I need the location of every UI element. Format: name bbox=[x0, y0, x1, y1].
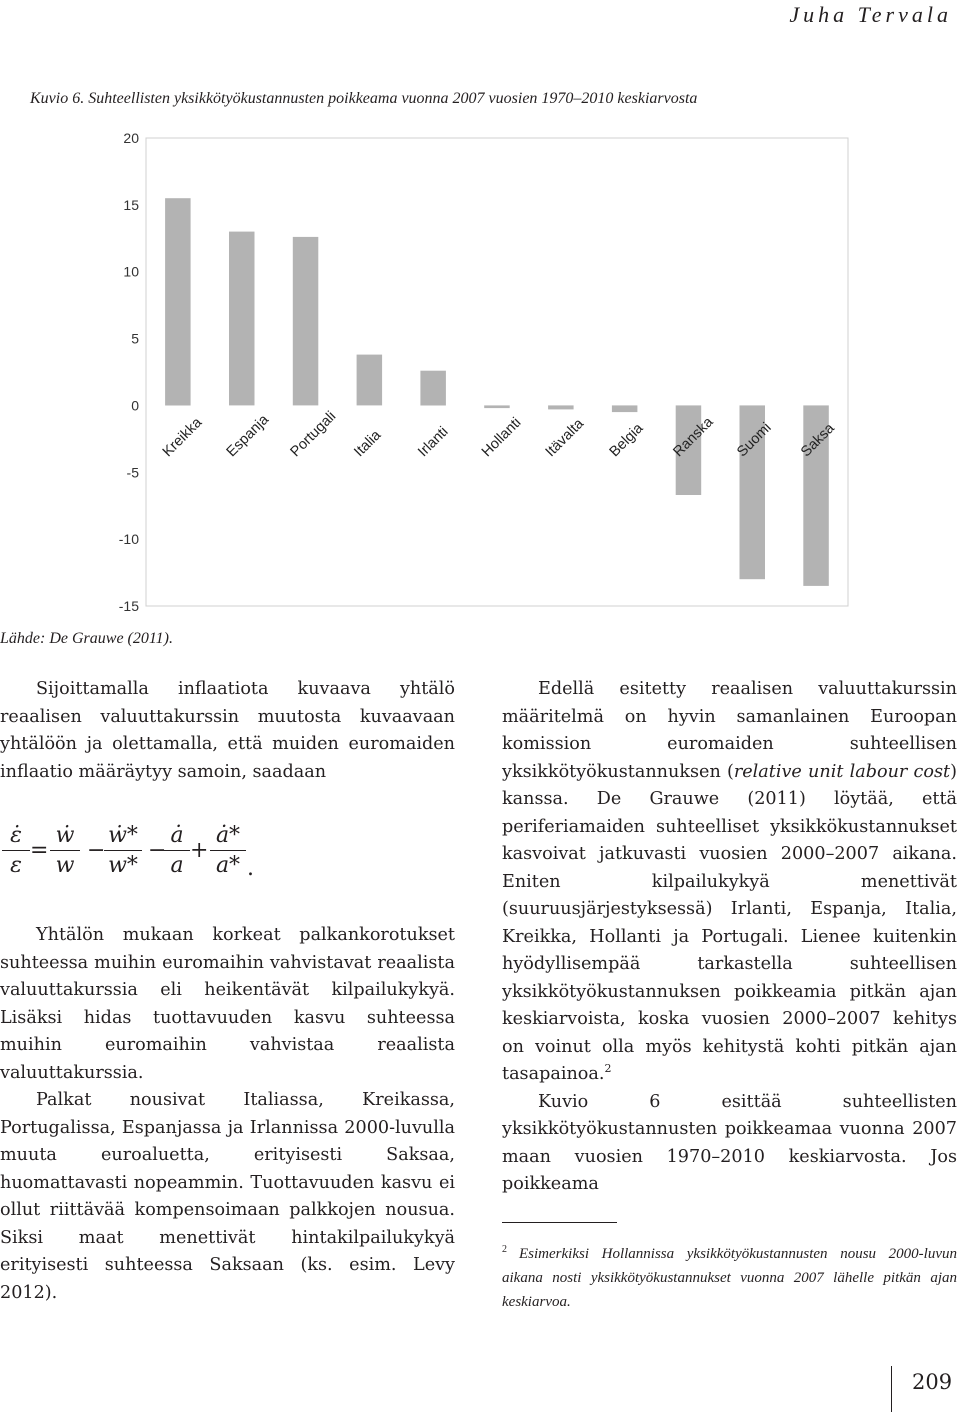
page-number: 209 bbox=[912, 1370, 953, 1394]
bar-espanja bbox=[229, 232, 255, 406]
eq-t3-num: ȧ bbox=[164, 822, 190, 851]
right-p1-emphasis: relative unit labour cost bbox=[733, 761, 951, 782]
bar-hollanti bbox=[484, 405, 510, 408]
eq-minus-2: − bbox=[148, 838, 167, 863]
right-paragraph-1 bbox=[502, 676, 957, 1089]
bar-belgia bbox=[612, 405, 638, 412]
category-label: Itävalta bbox=[542, 415, 588, 461]
eq-t2-den: w* bbox=[108, 853, 138, 878]
eq-term-3 bbox=[164, 822, 190, 881]
eq-term-1 bbox=[50, 822, 80, 881]
bar-irlanti bbox=[420, 371, 446, 406]
right-paragraph-2: Kuvio 6 esittää suhteellisten yksikkötyökustannusten poikkeamaa vuonna 2007 maan vuosien 1970–2010 keskiarvosta. Jos poikkeama bbox=[502, 1091, 957, 1194]
y-tick-label: 10 bbox=[123, 263, 139, 280]
y-tick-label: -15 bbox=[118, 598, 139, 614]
y-tick-label: 20 bbox=[123, 130, 139, 146]
bar-italia bbox=[357, 355, 383, 406]
category-label: Ranska bbox=[670, 414, 717, 461]
bars bbox=[165, 198, 829, 586]
footnote bbox=[502, 1238, 957, 1314]
category-label: Hollanti bbox=[478, 414, 525, 461]
eq-t1-den: w bbox=[55, 853, 75, 878]
equation bbox=[0, 822, 300, 892]
intro-paragraph: Sijoittamalla inflaatiota kuvaava yhtälö reaalisen valuuttakurssin muutosta kuvaavaan yhtälöön ja olettamalla, että muiden euromaiden inflaatio määräytyy samoin, saadaan bbox=[0, 679, 455, 782]
category-label: Espanja bbox=[223, 411, 273, 461]
y-tick-label: -5 bbox=[126, 464, 139, 481]
bar-portugali bbox=[293, 237, 319, 406]
right-p1-part-b: ) kanssa. De Grauwe (2011) löytää, että periferiamaiden suhteelliset yksikkökustannukset kasvoivat jatkuvasti vuosien 2000–2007 aikana. Eniten kilpailukykyä menettivät (suuruusjärjestyksessä) Irlanti, Espanja, Italia, Kreikka, Hollanti ja Portugali. Lienee kuitenkin hyödyllisempää tarkastella suhteellisen yksikkötyökustannuksen poikkeamia pitkän ajan keskiarvoista, koska vuosien 2000–2007 kehitys on voinut olla myös kehitystä kohti pitkän ajan tasapainoa. bbox=[502, 761, 957, 1084]
category-label: Suomi bbox=[734, 419, 775, 461]
figure-caption: Kuvio 6. Suhteellisten yksikkötyökustannusten poikkeama vuonna 2007 vuosien 1970–2010 keskiarvosta bbox=[30, 90, 698, 107]
footnote-reference: 2 bbox=[604, 1062, 612, 1076]
category-label: Saksa bbox=[798, 420, 838, 461]
eq-term-2 bbox=[104, 822, 142, 881]
y-tick-label: -10 bbox=[118, 531, 139, 548]
left-column-body bbox=[0, 922, 455, 1307]
eq-t4-den: a* bbox=[215, 853, 241, 878]
eq-t2-num: ẇ* bbox=[104, 822, 142, 851]
category-labels bbox=[160, 408, 839, 460]
figure-source: Lähde: De Grauwe (2011). bbox=[0, 630, 174, 647]
header-author: Juha Tervala bbox=[789, 2, 952, 27]
eq-lhs-den: ε bbox=[10, 853, 22, 878]
eq-t4-num: ȧ* bbox=[210, 822, 246, 851]
eq-period: . bbox=[247, 856, 254, 881]
eq-lhs bbox=[2, 822, 30, 881]
eq-lhs-num: ε̇ bbox=[2, 822, 30, 851]
right-column bbox=[502, 676, 957, 1199]
footnote-marker: 2 bbox=[502, 1244, 507, 1255]
eq-t1-num: ẇ bbox=[50, 822, 80, 851]
eq-t3-den: a bbox=[170, 853, 184, 878]
eq-term-4 bbox=[210, 822, 246, 881]
category-label: Portugali bbox=[287, 408, 340, 461]
y-tick-label: 0 bbox=[131, 397, 139, 414]
category-label: Irlanti bbox=[415, 423, 452, 461]
y-tick-label: 15 bbox=[123, 196, 139, 213]
category-label: Italia bbox=[351, 427, 385, 461]
eq-equals: = bbox=[30, 838, 49, 863]
eq-plus: + bbox=[190, 838, 209, 863]
left-column bbox=[0, 676, 455, 786]
eq-minus-1: − bbox=[87, 838, 106, 863]
bar-chart bbox=[0, 120, 960, 620]
page-number-rule bbox=[891, 1366, 892, 1412]
right-p1-part-a: Edellä esitetty reaalisen valuuttakurssin määritelmä on hyvin samanlainen Euroopan komission euromaiden suhteellisen yksikkötyökustannuksen ( bbox=[502, 679, 957, 782]
footnote-text: Esimerkiksi Hollannissa yksikkötyökustannusten nousu 2000-luvun aikana nosti yksikkötyökustannukset vuonna 2007 lähelle pitkän ajan keskiarvoa. bbox=[502, 1246, 957, 1310]
y-tick-label: 5 bbox=[131, 330, 139, 347]
bar-itävalta bbox=[548, 405, 574, 409]
bar-kreikka bbox=[165, 198, 191, 405]
left-paragraph-2: Palkat nousivat Italiassa, Kreikassa, Portugalissa, Espanjassa ja Irlannissa 2000-luvulla muuta euroaluetta, erityisesti Saksaa, huomattavasti nopeammin. Tuottavuuden kasvu ei ollut riittävää kompensoimaan palkkojen nousua. Siksi maat menettivät hintakilpailukykyä erityisesti suhteessa Saksaan (ks. esim. Levy 2012). bbox=[0, 1090, 455, 1303]
footnote-rule bbox=[502, 1222, 617, 1223]
y-axis-ticks bbox=[119, 130, 139, 614]
left-paragraph-1: Yhtälön mukaan korkeat palkankorotukset suhteessa muihin euromaihin vahvistavat reaalista valuuttakurssia eli heikentävät kilpailukykyä. Lisäksi hidas tuottavuuden kasvu suhteessa muihin euromaihin vahvistaa reaalista valuuttakurssia. bbox=[0, 925, 455, 1083]
category-label: Kreikka bbox=[159, 414, 206, 461]
category-label: Belgia bbox=[606, 420, 647, 461]
